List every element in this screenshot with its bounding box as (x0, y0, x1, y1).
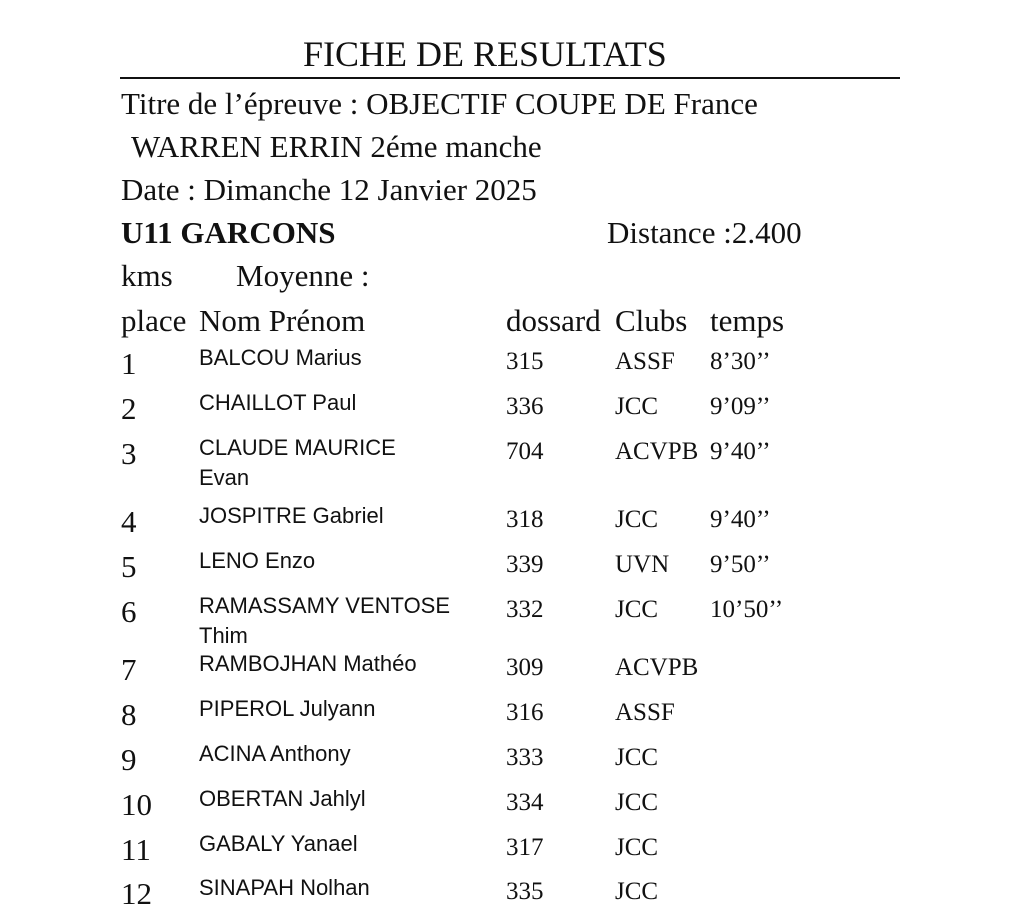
row-bib: 318 (506, 506, 544, 533)
row-place: 3 (121, 436, 137, 471)
row-club: JCC (615, 789, 659, 816)
row-club: ASSF (615, 348, 675, 375)
row-club: UVN (615, 551, 670, 578)
row-bib: 315 (506, 348, 544, 375)
row-bib: 316 (506, 699, 544, 726)
row-club: JCC (615, 506, 659, 533)
row-name: SINAPAH Nolhan (199, 875, 370, 900)
row-bib: 332 (506, 596, 544, 623)
header-time: temps (710, 303, 785, 338)
row-bib: 333 (506, 744, 544, 771)
category-heading: U11 GARCONS (121, 215, 336, 250)
title-underline (120, 77, 900, 79)
row-time: 9’40’’ (710, 438, 771, 465)
row-place: 6 (121, 594, 137, 629)
row-name: GABALY Yanael (199, 831, 358, 856)
row-time: 9’50’’ (710, 551, 771, 578)
row-bib: 309 (506, 654, 544, 681)
row-name: BALCOU Marius (199, 345, 362, 370)
row-time: 10’50’’ (710, 596, 784, 623)
row-time: 9’40’’ (710, 506, 771, 533)
event-date: Date : Dimanche 12 Janvier 2025 (121, 172, 537, 207)
row-club: JCC (615, 393, 659, 420)
row-name: ACINA Anthony (199, 741, 351, 766)
row-club: ASSF (615, 699, 675, 726)
row-name: RAMASSAMY VENTOSE (199, 593, 451, 618)
row-place: 4 (121, 504, 137, 539)
row-name: RAMBOJHAN Mathéo (199, 651, 417, 676)
header-name: Nom Prénom (199, 303, 366, 338)
row-place: 5 (121, 549, 137, 584)
event-title-line-1: Titre de l’épreuve : OBJECTIF COUPE DE France (121, 86, 758, 121)
row-club: JCC (615, 744, 659, 771)
row-place: 7 (121, 652, 137, 687)
row-place: 11 (121, 832, 151, 867)
row-bib: 336 (506, 393, 544, 420)
event-title-line-2: WARREN ERRIN 2éme manche (131, 129, 542, 164)
row-name-continued: Thim (199, 623, 248, 648)
row-place: 9 (121, 742, 137, 777)
distance-label: Distance :2.400 (607, 215, 802, 250)
row-time: 9’09’’ (710, 393, 771, 420)
average-label: Moyenne : (236, 258, 370, 293)
row-club: ACVPB (615, 654, 699, 681)
row-club: JCC (615, 878, 659, 905)
row-name: OBERTAN Jahlyl (199, 786, 366, 811)
row-bib: 335 (506, 878, 544, 905)
row-place: 10 (121, 787, 152, 822)
row-place: 8 (121, 697, 137, 732)
header-club: Clubs (615, 303, 688, 338)
row-bib: 334 (506, 789, 544, 816)
header-bib: dossard (506, 303, 601, 338)
row-place: 2 (121, 391, 137, 426)
row-name: CLAUDE MAURICE (199, 435, 396, 460)
row-bib: 339 (506, 551, 544, 578)
row-club: JCC (615, 596, 659, 623)
row-name: CHAILLOT Paul (199, 390, 357, 415)
row-place: 12 (121, 876, 152, 911)
page-title: FICHE DE RESULTATS (303, 34, 667, 74)
row-club: JCC (615, 834, 659, 861)
row-place: 1 (121, 346, 137, 381)
row-name-continued: Evan (199, 465, 250, 490)
row-time: 8’30’’ (710, 348, 771, 375)
row-club: ACVPB (615, 438, 699, 465)
row-name: PIPEROL Julyann (199, 696, 376, 721)
kms-label: kms (121, 258, 173, 293)
row-name: LENO Enzo (199, 548, 316, 573)
row-name: JOSPITRE Gabriel (199, 503, 384, 528)
header-place: place (121, 303, 187, 338)
row-bib: 317 (506, 834, 544, 861)
row-bib: 704 (506, 438, 544, 465)
